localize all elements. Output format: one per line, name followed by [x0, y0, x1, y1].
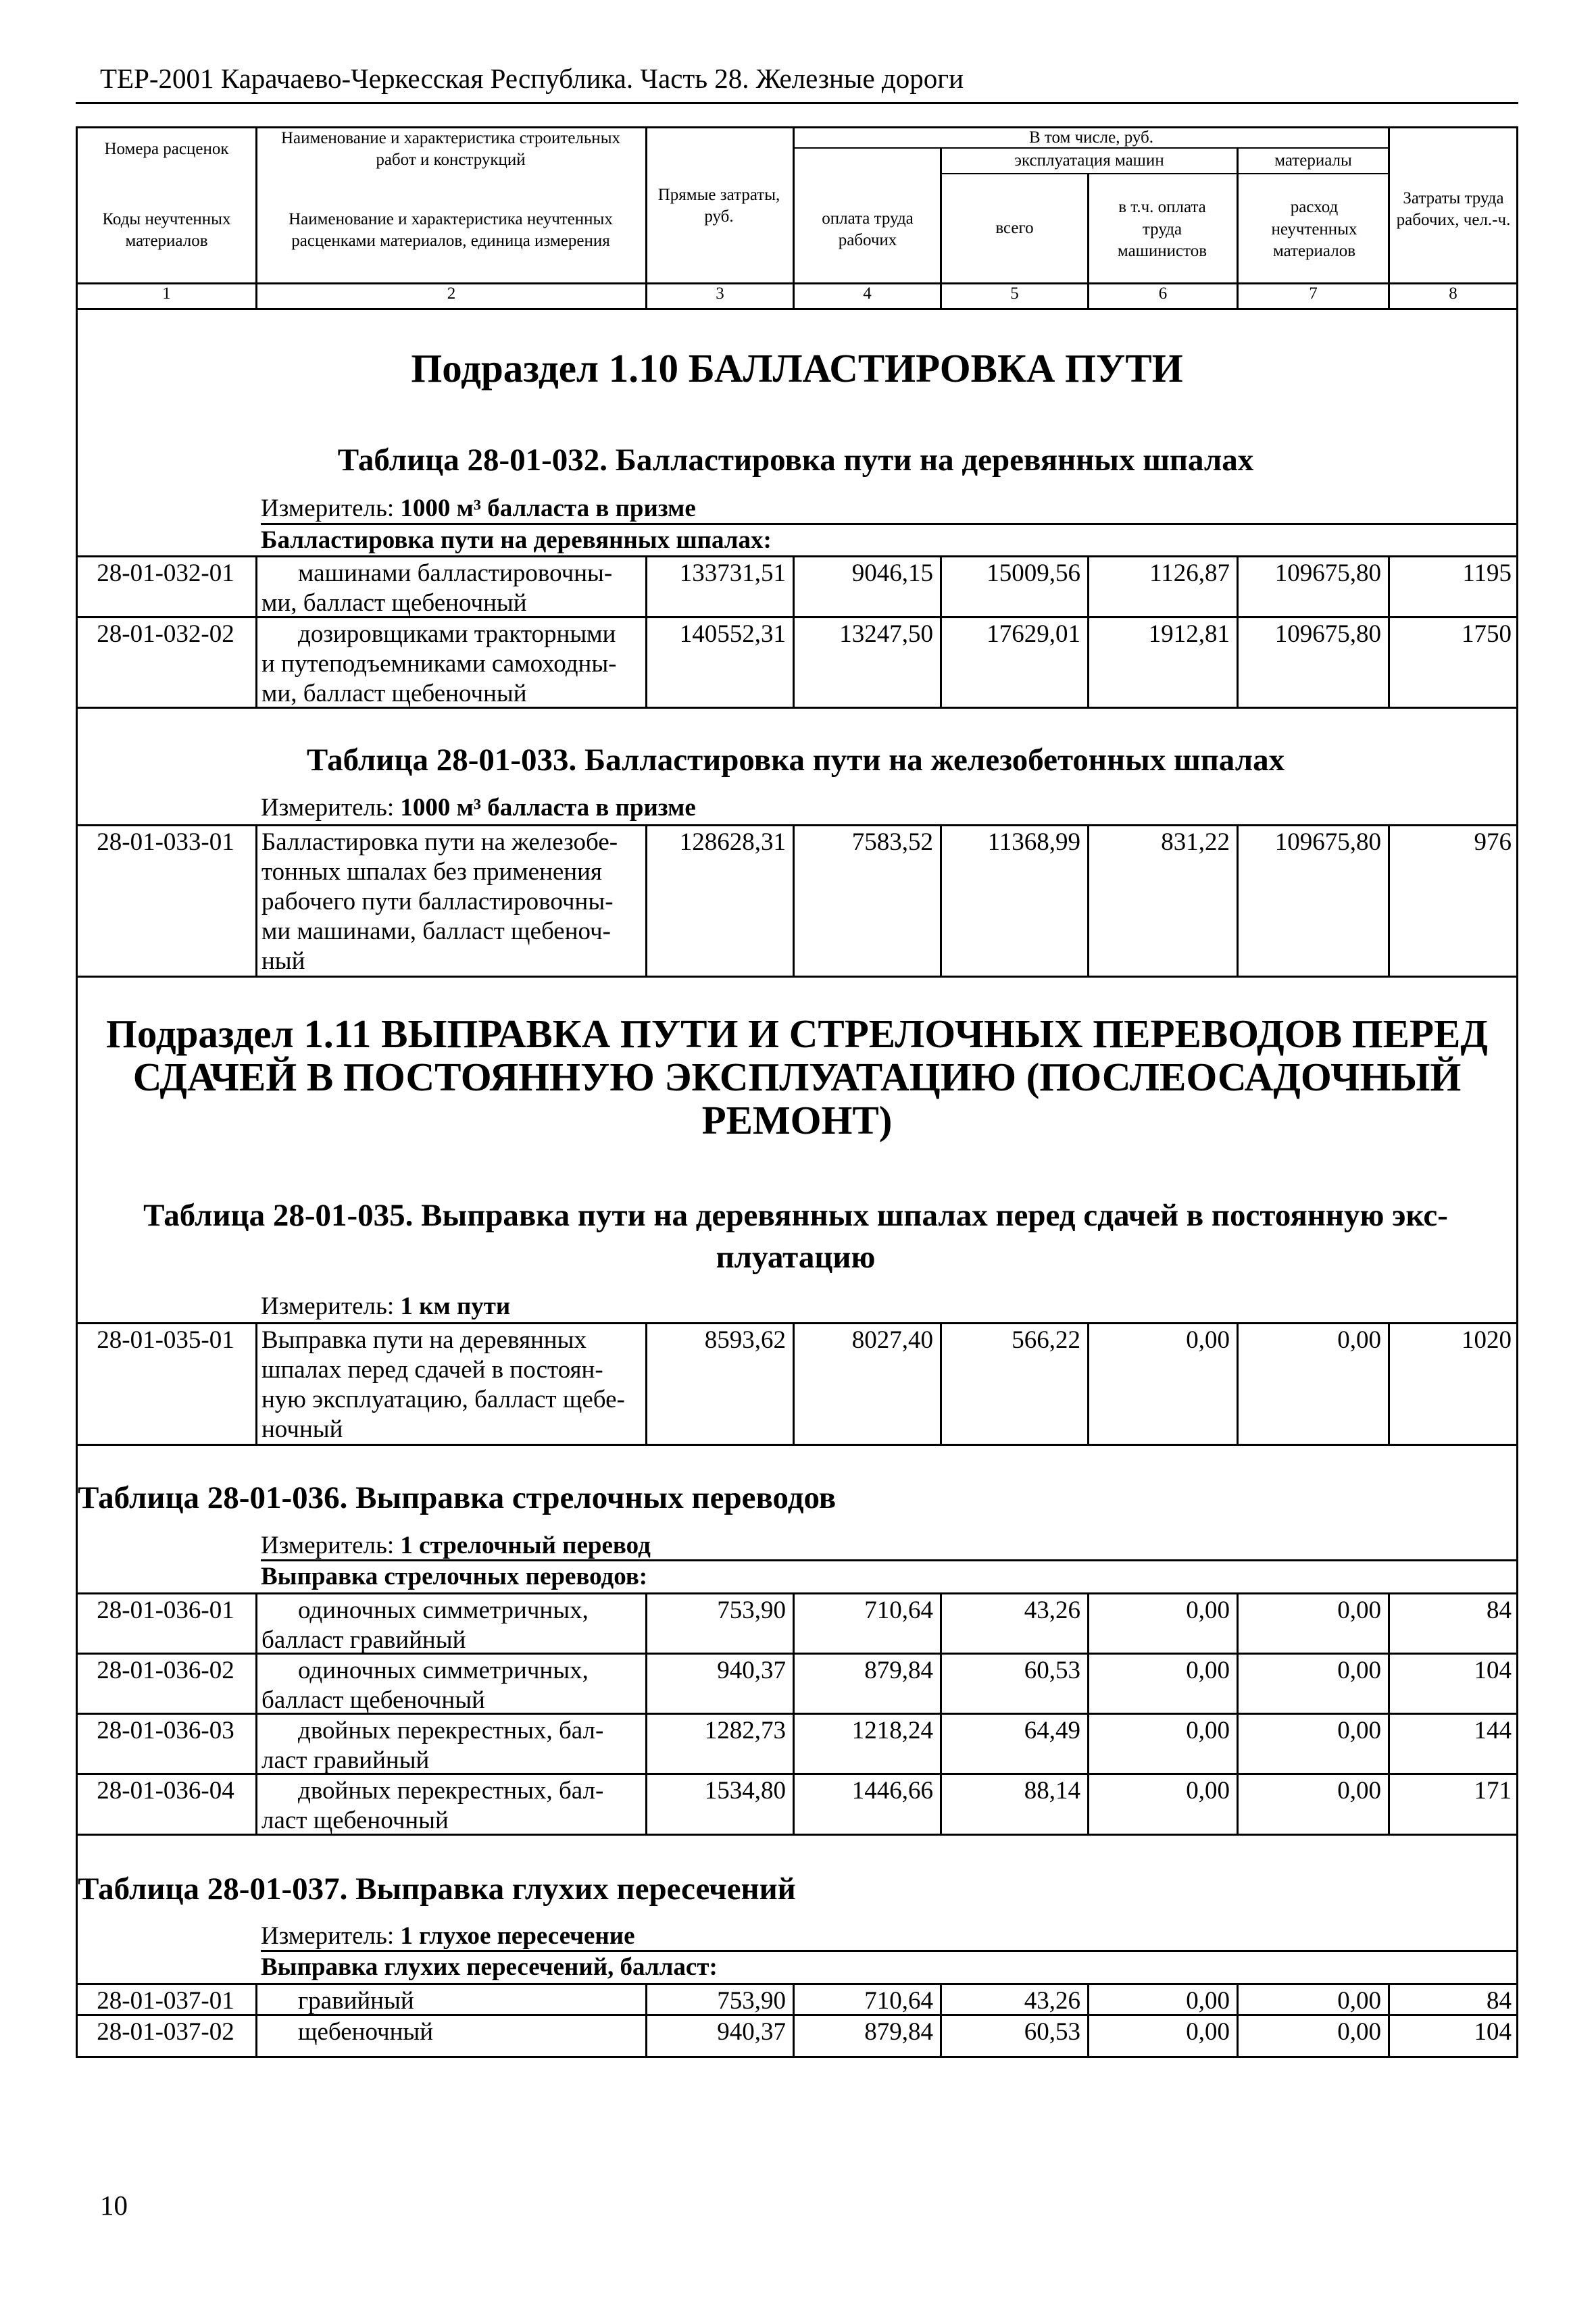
group-header-machines: эксплуатация машин	[1014, 151, 1164, 170]
col-number-2: 2	[447, 284, 456, 303]
table-035-title: Таблица 28-01-035. Выправка пути на деревянных шпалах перед сдачей в постоянную экс- плуатацию	[143, 1198, 1448, 1275]
row-code: 28-01-033-01	[97, 828, 234, 856]
row-code: 28-01-037-02	[97, 2018, 234, 2046]
header-rule	[76, 102, 1518, 104]
table-row: 28-01-037-01 гравийный 753,90 710,64 43,26 0,00 0,00 84	[76, 1983, 1518, 2014]
col2-header-bottom: Наименование и характеристика неучтенных расценками материалов, единица измерения	[289, 209, 613, 250]
table-033-measure: Измеритель: 1000 м³ балласта в призме	[261, 794, 696, 822]
page-number: 10	[100, 2190, 128, 2221]
row-name: гравийный	[255, 1985, 645, 2014]
col3-header: Прямые затраты, руб.	[657, 185, 780, 226]
col8-header: Затраты труда рабочих, чел.-ч.	[1396, 188, 1511, 229]
row-code: 28-01-036-02	[97, 1657, 234, 1684]
row-code: 28-01-032-02	[97, 620, 234, 648]
col-number-1: 1	[162, 284, 171, 303]
subsection-title-1-11: Подраздел 1.11 ВЫПРАВКА ПУТИ И СТРЕЛОЧНЫХ ПЕРЕВОДОВ ПЕРЕД СДАЧЕЙ В ПОСТОЯННУЮ ЭКСПЛУАТАЦИЮ (ПОСЛЕОСАДОЧНЫЙ РЕМОНТ)	[106, 1011, 1488, 1142]
col-number-3: 3	[716, 284, 724, 303]
col1-header-top: Номера расценок	[104, 139, 229, 158]
table-row: 28-01-036-04 двойных перекрестных, бал- ласт щебеночный 1534,80 1446,66 88,14 0,00 0,00 171	[76, 1773, 1518, 1834]
table-035-measure: Измеритель: 1 км пути	[261, 1292, 511, 1320]
table-row: 28-01-032-02 дозировщиками тракторными и путеподъемниками самоходны- ми, балласт щебеночный 140552,31 13247,50 17629,01 1912,81 109675,80 1750	[76, 616, 1518, 707]
table-032-title: Таблица 28-01-032. Балластировка пути на деревянных шпалах	[337, 443, 1254, 478]
table-036-group: Выправка стрелочных переводов:	[261, 1563, 648, 1590]
col-number-4: 4	[863, 284, 872, 303]
col-number-6: 6	[1158, 284, 1168, 303]
table-036-title: Таблица 28-01-036. Выправка стрелочных переводов	[78, 1480, 837, 1515]
row-name: одиночных симметричных, балласт щебеночный	[255, 1655, 645, 1713]
row-code: 28-01-036-04	[97, 1777, 234, 1805]
col7-header: расход неучтенных материалов	[1271, 198, 1357, 261]
col4-header: оплата труда рабочих	[822, 209, 914, 249]
row-name: дозировщиками тракторными и путеподъемниками самоходны- ми, балласт щебеночный	[255, 618, 645, 707]
col-number-8: 8	[1449, 284, 1457, 303]
table-row: 28-01-032-01 машинами балластировочны- ми, балласт щебеночный 133731,51 9046,15 15009,56 1126,87 109675,80 1195	[76, 555, 1518, 616]
group-header-all: В том числе, руб.	[1028, 128, 1154, 147]
group-header-materials: материалы	[1274, 151, 1352, 170]
col5-header: всего	[995, 218, 1034, 237]
table-033-title: Таблица 28-01-033. Балластировка пути на железобетонных шпалах	[306, 743, 1285, 778]
row-name: Балластировка пути на железобе- тонных шпалах без применения рабочего пути балластировочны- ми машинами, балласт щебеноч- ный	[255, 826, 645, 976]
table-row: 28-01-036-02 одиночных симметричных, балласт щебеночный 940,37 879,84 60,53 0,00 0,00 104	[76, 1653, 1518, 1713]
table-037-measure: Измеритель: 1 глухое пересечение	[261, 1922, 635, 1950]
table-037-title: Таблица 28-01-037. Выправка глухих пересечений	[78, 1871, 796, 1907]
row-name: машинами балластировочны- ми, балласт щебеночный	[255, 557, 645, 616]
row-name: двойных перекрестных, бал- ласт гравийный	[255, 1715, 645, 1773]
subsection-title-1-10: Подраздел 1.10 БАЛЛАСТИРОВКА ПУТИ	[411, 346, 1183, 391]
running-header: ТЕР-2001 Карачаево-Черкесская Республика. Часть 28. Железные дороги	[100, 63, 964, 94]
row-name: Выправка пути на деревянных шпалах перед сдачей в постоян- ную эксплуатацию, балласт щебе- ночный	[255, 1324, 645, 1444]
table-032-measure: Измеритель: 1000 м³ балласта в призме	[261, 495, 696, 522]
col2-header-top: Наименование и характеристика строительных работ и конструкций	[280, 128, 620, 169]
table-036-measure: Измеритель: 1 стрелочный перевод	[261, 1532, 651, 1559]
row-code: 28-01-035-01	[97, 1326, 234, 1354]
table-row: 28-01-036-03 двойных перекрестных, бал- ласт гравийный 1282,73 1218,24 64,49 0,00 0,00 144	[76, 1713, 1518, 1773]
col1-header-bottom: Коды неучтенных материалов	[102, 209, 231, 250]
col6-header: в т.ч. оплата труда машинистов	[1117, 198, 1207, 261]
table-row: 28-01-037-02 щебеночный 940,37 879,84 60,53 0,00 0,00 104	[76, 2014, 1518, 2058]
row-name: щебеночный	[255, 2016, 645, 2058]
table-row: 28-01-036-01 одиночных симметричных, балласт гравийный 753,90 710,64 43,26 0,00 0,00 84	[76, 1592, 1518, 1653]
row-code: 28-01-036-03	[97, 1717, 234, 1744]
row-code: 28-01-036-01	[97, 1596, 234, 1624]
column-header-grid	[76, 126, 1518, 310]
row-code: 28-01-037-01	[97, 1987, 234, 2015]
table-032-group: Балластировка пути на деревянных шпалах:	[261, 526, 772, 554]
row-code: 28-01-032-01	[97, 559, 234, 587]
col-number-5: 5	[1010, 284, 1019, 303]
table-row: 28-01-035-01 Выправка пути на деревянных шпалах перед сдачей в постоян- ную эксплуатацию, балласт щебе- ночный 8593,62 8027,40 566,22 0,00 0,00 1020	[76, 1322, 1518, 1444]
row-name: двойных перекрестных, бал- ласт щебеночный	[255, 1775, 645, 1834]
table-037-group: Выправка глухих пересечений, балласт:	[261, 1953, 718, 1981]
table-row: 28-01-033-01 Балластировка пути на железобе- тонных шпалах без применения рабочего пути балластировочны- ми машинами, балласт щебеноч- ный 128628,31 7583,52 11368,99 831,22 109675,80 976	[76, 824, 1518, 976]
col-number-7: 7	[1309, 284, 1318, 303]
row-name: одиночных симметричных, балласт гравийный	[255, 1594, 645, 1653]
